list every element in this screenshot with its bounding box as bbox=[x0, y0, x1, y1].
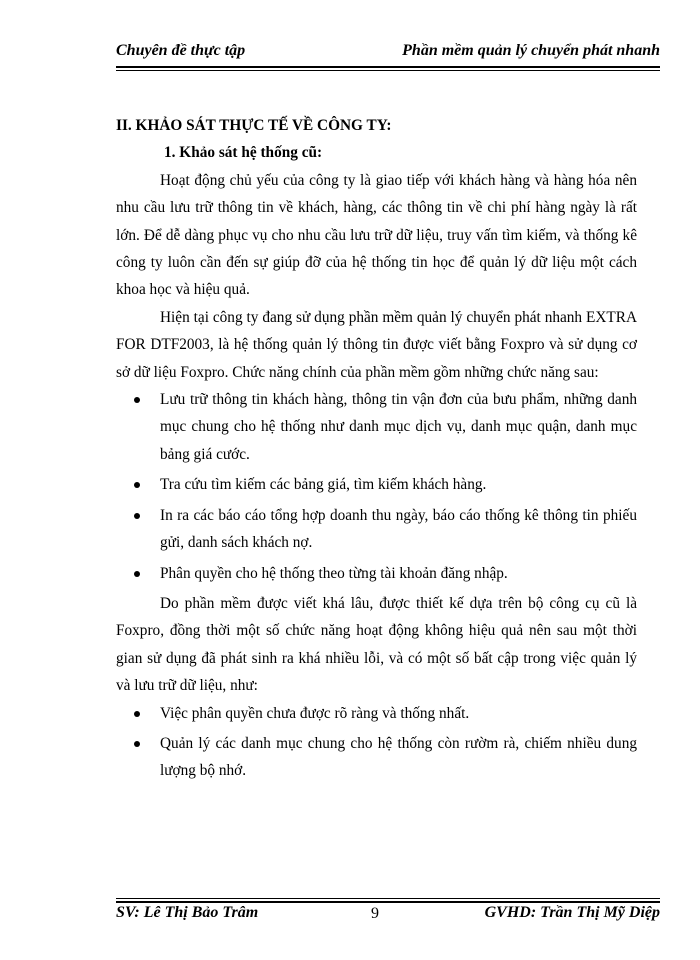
list-item: In ra các báo cáo tổng hợp doanh thu ngày, báo cáo thống kê thông tin phiếu gửi, danh sách khách nợ. bbox=[116, 502, 637, 557]
subsection-heading: 1. Khảo sát hệ thống cũ: bbox=[164, 144, 323, 162]
bullet-icon bbox=[134, 741, 140, 747]
bullet-icon bbox=[134, 711, 140, 717]
bullet-icon bbox=[134, 513, 140, 519]
paragraph-2: Hiện tại công ty đang sử dụng phần mềm quản lý chuyển phát nhanh EXTRA FOR DTF2003, là hệ thống quản lý thông tin được viết bằng Foxpro và sử dụng cơ sở dữ liệu Foxpro. Chức năng chính của phần mềm gồm những chức năng sau: bbox=[116, 308, 637, 381]
header-left-title: Chuyên đề thực tập bbox=[116, 42, 246, 59]
footer-student: SV: Lê Thị Bảo Trâm bbox=[116, 904, 259, 921]
section-heading: II. KHẢO SÁT THỰC TẾ VỀ CÔNG TY: bbox=[116, 117, 392, 134]
footer-rule-thin bbox=[116, 898, 660, 899]
header-right-title: Phần mềm quản lý chuyển phát nhanh bbox=[402, 42, 660, 59]
list-item: Quản lý các danh mục chung cho hệ thống còn rườm rà, chiếm nhiều dung lượng bộ nhớ. bbox=[116, 730, 637, 785]
footer-advisor: GVHD: Trần Thị Mỹ Diệp bbox=[484, 904, 660, 921]
document-body bbox=[116, 112, 637, 788]
page-footer bbox=[116, 904, 660, 928]
list-item: Phân quyền cho hệ thống theo từng tài khoản đăng nhập. bbox=[116, 560, 637, 587]
page-number: 9 bbox=[371, 905, 379, 922]
issue-list bbox=[116, 700, 637, 785]
list-item: Lưu trữ thông tin khách hàng, thông tin vận đơn của bưu phẩm, những danh mục chung cho hệ thống như danh mục dịch vụ, danh mục quận, danh mục bảng giá cước. bbox=[116, 386, 637, 468]
header-rule-thick bbox=[116, 66, 660, 68]
list-item: Tra cứu tìm kiếm các bảng giá, tìm kiếm khách hàng. bbox=[116, 471, 637, 498]
footer-rule-thick bbox=[116, 901, 660, 903]
bullet-icon bbox=[134, 482, 140, 488]
feature-list bbox=[116, 386, 637, 587]
bullet-icon bbox=[134, 571, 140, 577]
page-header bbox=[116, 38, 660, 68]
header-rule-thin bbox=[116, 70, 660, 71]
bullet-icon bbox=[134, 397, 140, 403]
paragraph-3: Do phần mềm được viết khá lâu, được thiết kế dựa trên bộ công cụ cũ là Foxpro, đồng thời một số chức năng hoạt động không hiệu quả nên sau một thời gian sử dụng đã phát sinh ra khá nhiều lỗi, và có một số bất cập trong việc quản lý và lưu trữ dữ liệu, như: bbox=[116, 594, 637, 695]
paragraph-1: Hoạt động chủ yếu của công ty là giao tiếp với khách hàng và hàng hóa nên nhu cầu lưu trữ thông tin về khách, hàng, các thông tin về chi phí hàng ngày là rất lớn. Để dễ dàng phục vụ cho nhu cầu lưu trữ dữ liệu, truy vấn tìm kiếm, và thống kê công ty luôn cần đến sự giúp đỡ của hệ thống tin học để quản lý dữ liệu một cách khoa học và hiệu quả. bbox=[116, 171, 637, 299]
list-item: Việc phân quyền chưa được rõ ràng và thống nhất. bbox=[116, 700, 637, 727]
